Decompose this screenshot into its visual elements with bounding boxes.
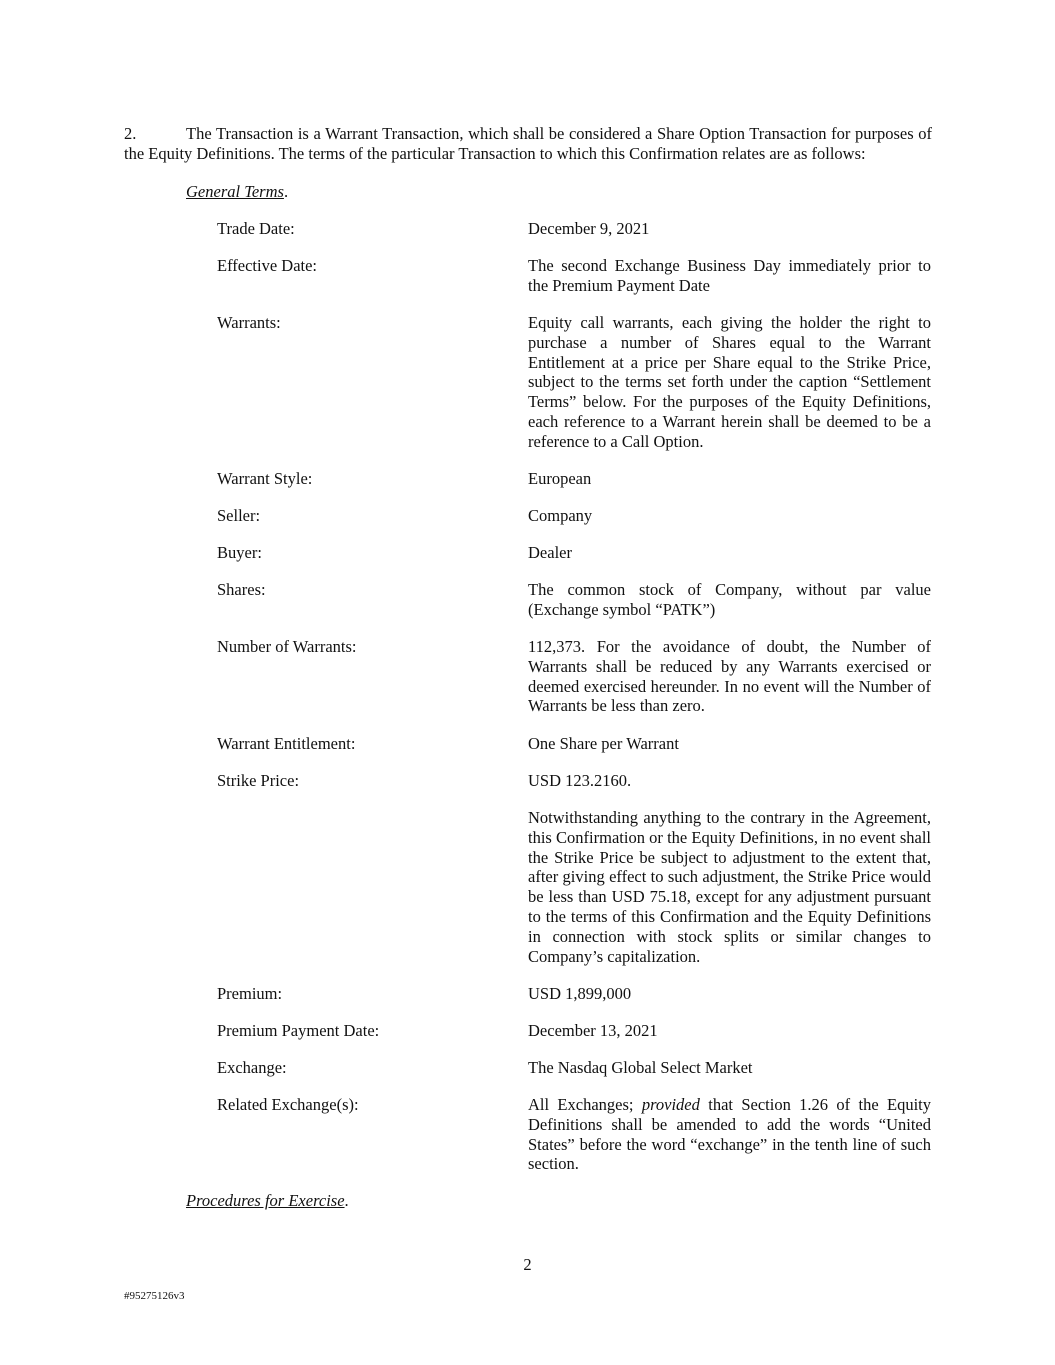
term-label-shares: Shares: [217, 580, 266, 599]
term-label-premium: Premium: [217, 984, 283, 1003]
term-label-effective-date: Effective Date: [217, 256, 318, 275]
term-label-strike-price: Strike Price: [217, 771, 300, 790]
term-value-seller: Company [528, 506, 593, 525]
term-value-warrant-entitlement: One Share per Warrant [528, 734, 679, 753]
term-value-number-of-warrants: 112,373. For the avoidance of doubt, the Number of Warrants shall be reduced by any Warrants exercised or deemed exercised hereunder. In no event will the Number of Warrants be less than zero. [528, 637, 931, 716]
term-label-warrant-entitlement: Warrant Entitlement: [217, 734, 356, 753]
term-label-trade-date: Trade Date: [217, 219, 295, 238]
page-number: 2 [523, 1255, 532, 1274]
term-label-warrants: Warrants: [217, 313, 281, 332]
section-2-intro [124, 124, 932, 164]
term-value-premium-payment-date: December 13, 2021 [528, 1021, 658, 1040]
procedures-for-exercise-heading: Procedures for Exercise. [186, 1191, 349, 1210]
term-value-buyer: Dealer [528, 543, 572, 562]
provided-emphasis: provided [641, 1095, 700, 1114]
term-value-effective-date: The second Exchange Business Day immediately prior to the Premium Payment Date [528, 256, 931, 295]
term-value-related-exchanges: All Exchanges; provided that Section 1.26 of the Equity Definitions shall be amended to add the words “United States” before the word “exchange” in the tenth line of such section. [528, 1095, 931, 1174]
term-label-warrant-style: Warrant Style: [217, 469, 313, 488]
term-value-premium: USD 1,899,000 [528, 984, 632, 1003]
term-value-strike-price-adjustment: Notwithstanding anything to the contrary in the Agreement, this Confirmation or the Equity Definitions, in no event shall the Strike Price be subject to adjustment to the extent that, after giving effect to such adjustment, the Strike Price would be less than USD 75.18, except for any adjustment pursuant to the terms of this Confirmation and the Equity Definitions in connection with stock splits or similar changes to Company’s capitalization. [528, 808, 931, 966]
term-value-shares: The common stock of Company, without par value (Exchange symbol “PATK”) [528, 580, 931, 619]
term-label-buyer: Buyer: [217, 543, 262, 562]
term-label-number-of-warrants: Number of Warrants: [217, 637, 357, 656]
term-value-warrant-style: European [528, 469, 592, 488]
term-label-exchange: Exchange: [217, 1058, 287, 1077]
term-value-strike-price: USD 123.2160. [528, 771, 632, 790]
term-value-warrants: Equity call warrants, each giving the holder the right to purchase a number of Shares equal to the Warrant Entitlement at a price per Share equal to the Strike Price, subject to the terms set forth under the caption “Settlement Terms” below. For the purposes of the Equity Definitions, each reference to a Warrant herein shall be deemed to be a reference to a Call Option. [528, 313, 931, 451]
general-terms-heading: General Terms. [186, 182, 289, 201]
term-label-related-exchanges: Related Exchange(s): [217, 1095, 359, 1114]
term-label-seller: Seller: [217, 506, 261, 525]
term-label-premium-payment-date: Premium Payment Date: [217, 1021, 380, 1040]
term-value-trade-date: December 9, 2021 [528, 219, 650, 238]
document-id: #95275126v3 [124, 1290, 185, 1302]
section-number: 2. [124, 124, 137, 143]
section-intro-text: The Transaction is a Warrant Transaction, which shall be considered a Share Option Transaction for purposes of the Equity Definitions. The terms of the particular Transaction to which this Confirmation relates are as follows: [124, 124, 932, 163]
term-value-exchange: The Nasdaq Global Select Market [528, 1058, 753, 1077]
